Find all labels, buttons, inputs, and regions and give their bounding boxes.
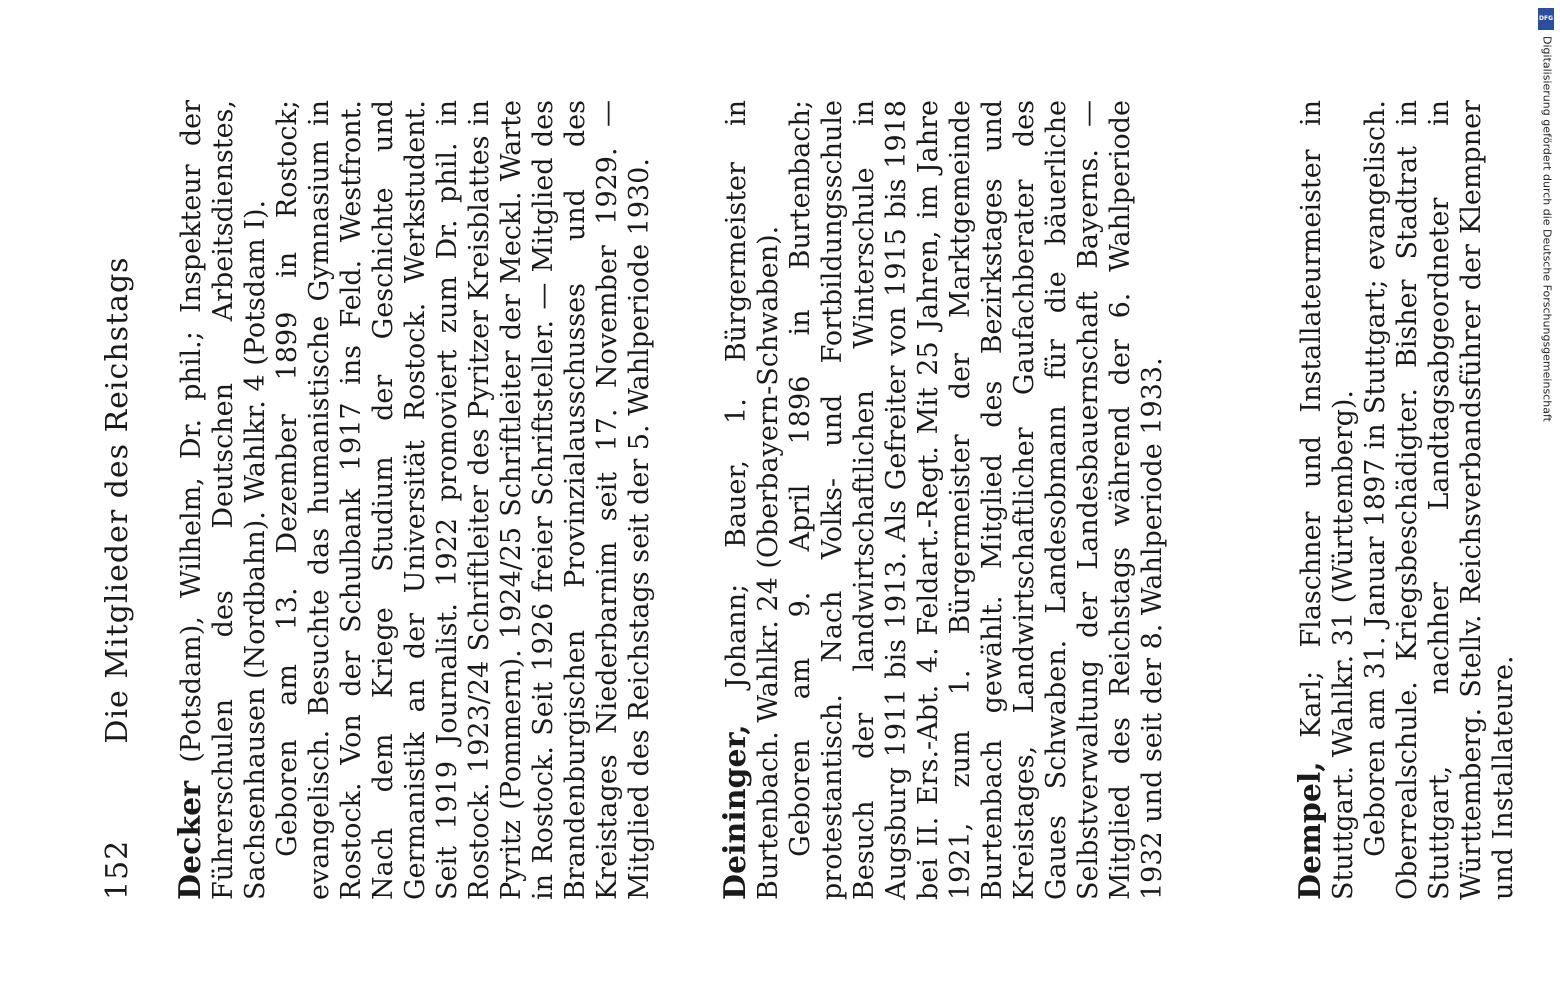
entry-heading [175, 100, 272, 900]
entry-biography: Geboren am 31. Januar 1897 in Stuttgart; evangelisch. Oberrealschule. Kriegsbeschädigter. Bisher Stadtrat in Stuttgart, nachher Landtagsabgeordneter in Württemberg. Stellv. Reichsverbandsführer der Klempner und Installateure. [1360, 100, 1519, 900]
biography-entry [175, 100, 656, 900]
rotated-page [40, 60, 1540, 940]
entry-heading-text: Johann; Bauer, 1. Bürgermeister in Burtenbach. Wahlkr. 24 (Oberbayern-Schwaben). [721, 100, 784, 900]
member-name: Dempel, [1293, 761, 1328, 900]
running-head [100, 100, 140, 900]
dfg-logo: DFG [1538, 8, 1554, 30]
member-name: Decker [173, 780, 208, 900]
entry-heading [720, 100, 785, 900]
member-name: Deininger, [718, 724, 753, 900]
digitization-credit: Digitalisierung gefördert durch die Deutsche Forschungsgemeinschaft [1540, 36, 1554, 422]
biography-entry [1295, 100, 1520, 900]
digitization-sidebar [1538, 8, 1556, 998]
biography-entry [720, 100, 1169, 900]
entry-heading-text: (Potsdam), Wilhelm, Dr. phil.; Inspekteur der Führerschulen des Deutschen Arbeitsdienstes, Sachsenhausen (Nordbahn). Wahlkr. 4 (Potsdam I). [176, 100, 271, 900]
entry-heading-text: Karl; Flaschner und Installateurmeister in Stuttgart. Wahlkr. 31 (Württemberg). [1296, 100, 1359, 900]
page-header-title: Die Mitglieder des Reichstags [100, 256, 135, 744]
entry-biography: Geboren am 9. April 1896 in Burtenbach; protestantisch. Nach Volks- und Fortbildungsschule Besuch der landwirtschaftlichen Winterschule in Augsburg 1911 bis 1913. Als Gefreiter von 1915 bis 1918 bei II. Ers.-Abt. 4. Feldart.-Regt. Mit 25 Jahren, im Jahre 1921, zum 1. Bürgermeister der Marktgemeinde Burtenbach gewählt. Mitglied des Bezirkstages und Kreistages, Landwirtschaftlicher Gaufachberater des Gaues Schwaben. Landesobmann für die bäuerliche Selbstverwaltung der Landesbauernschaft Bayerns. — Mitglied des Reichstags während der 6. Wahlperiode 1932 und seit der 8. Wahlperiode 1933. [785, 100, 1168, 900]
page-number: 152 [100, 839, 135, 900]
entry-biography: Geboren am 13. Dezember 1899 in Rostock; evangelisch. Besuchte das humanistische Gymnasium in Rostock. Von der Schulbank 1917 ins Feld. Westfront. Nach dem Kriege Studium der Geschichte und Germanistik an der Universität Rostock. Werkstudent. Seit 1919 Journalist. 1922 promoviert zum Dr. phil. in Rostock. 1923/24 Schriftleiter des Pyritzer Kreisblattes in Pyritz (Pommern). 1924/25 Schriftleiter der Meckl. Warte in Rostock. Seit 1926 freier Schriftsteller. — Mitglied des Brandenburgischen Provinzialausschusses und des Kreistages Niederbarnim seit 17. November 1929. — Mitglied des Reichstags seit der 5. Wahlperiode 1930. [272, 100, 655, 900]
entry-heading [1295, 100, 1360, 900]
